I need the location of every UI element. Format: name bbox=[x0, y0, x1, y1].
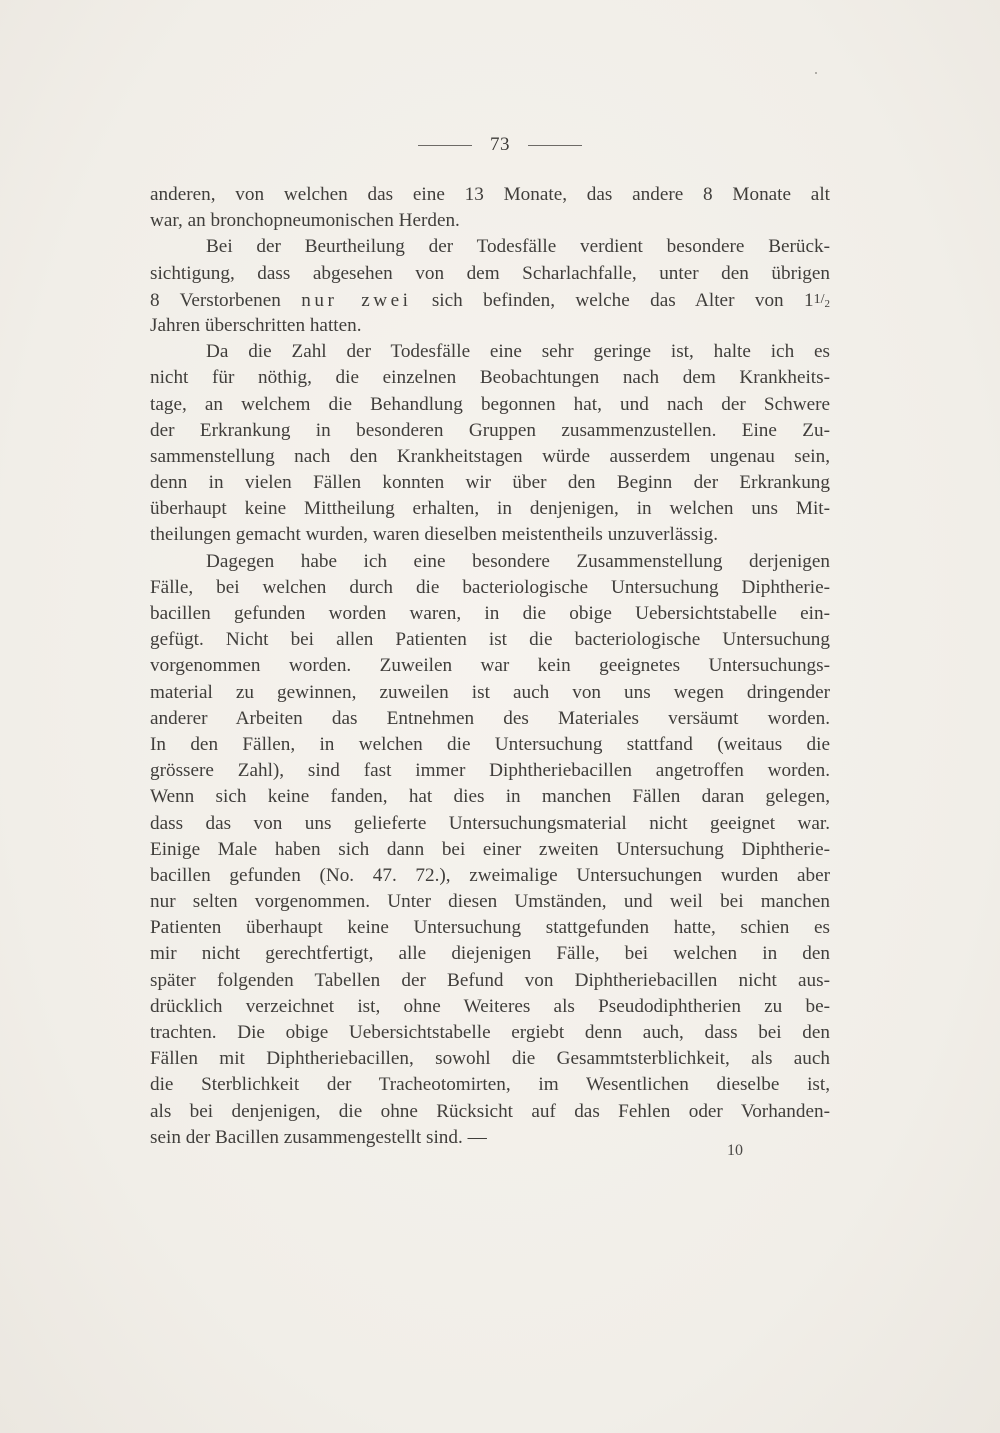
text-line: war, an bronchopneumonischen Herden. bbox=[150, 210, 460, 232]
text-line: Jahren überschritten hatten. bbox=[150, 314, 362, 336]
text-line: der Erkrankung in besonderen Gruppen zusammenzustellen. Eine Zu- bbox=[150, 419, 830, 441]
paragraph-2 bbox=[150, 234, 830, 339]
fraction-denominator: 2 bbox=[824, 297, 831, 310]
text-line: Patienten überhaupt keine Untersuchung stattgefunden hatte, schien es bbox=[150, 917, 830, 939]
emphasized-text: nur zwei bbox=[301, 289, 412, 311]
text-line: Einige Male haben sich dann bei einer zweiten Untersuchung Diphtherie- bbox=[150, 838, 830, 860]
text-line: bacillen gefunden worden waren, in die obige Uebersichtstabelle ein- bbox=[150, 603, 830, 624]
signature-mark: 10 bbox=[727, 1142, 743, 1159]
header-rule-left bbox=[418, 145, 472, 146]
text-line: anderen, von welchen das eine 13 Monate, das andere 8 Monate alt bbox=[150, 184, 830, 205]
text-line: vorgenommen worden. Zuweilen war kein geeignetes Untersuchungs- bbox=[150, 655, 830, 677]
text-line: In den Fällen, in welchen die Untersuchung stattfand (weitaus die bbox=[150, 733, 830, 755]
paragraph-3 bbox=[150, 339, 830, 549]
text-line: nur selten vorgenommen. Unter diesen Umständen, und weil bei manchen bbox=[150, 891, 830, 913]
fraction-numerator: 1 bbox=[813, 291, 821, 307]
text-line: als bei denjenigen, die ohne Rücksicht auf das Fehlen oder Vorhanden- bbox=[150, 1100, 830, 1122]
text-line: die Sterblichkeit der Tracheotomirten, im Wesentlichen dieselbe ist, bbox=[150, 1074, 830, 1096]
header-rule-right bbox=[528, 145, 582, 146]
paper-speck bbox=[815, 72, 817, 74]
text-line: dass das von uns gelieferte Untersuchungsmaterial nicht geeignet war. bbox=[150, 812, 830, 834]
text-line: Fällen mit Diphtheriebacillen, sowohl die Gesammtsterblichkeit, als auch bbox=[150, 1048, 830, 1070]
paragraph-1 bbox=[150, 182, 830, 234]
text-line: denn in vielen Fällen konnten wir über den Beginn der Erkrankung bbox=[150, 472, 830, 494]
text-line: Fälle, bei welchen durch die bacteriologische Untersuchung Diphtherie- bbox=[150, 576, 830, 598]
text-line: sammenstellung nach den Krankheitstagen würde ausserdem ungenau sein, bbox=[150, 445, 830, 467]
text-line: überhaupt keine Mittheilung erhalten, in denjenigen, in welchen uns Mit- bbox=[150, 498, 830, 520]
text-line: später folgenden Tabellen der Befund von Diphtheriebacillen nicht aus- bbox=[150, 969, 830, 991]
text-line: theilungen gemacht wurden, waren dieselben meistentheils unzuverlässig. bbox=[150, 524, 718, 546]
page-number: 73 bbox=[490, 134, 510, 155]
text-line: tage, an welchem die Behandlung begonnen hat, und nach der Schwere bbox=[150, 393, 830, 415]
fraction-one-and-a-half bbox=[804, 290, 830, 311]
text-line: drücklich verzeichnet ist, ohne Weiteres als Pseudodiphtherien zu be- bbox=[150, 995, 830, 1017]
text-line: sichtigung, dass abgesehen von dem Scharlachfalle, unter den übrigen bbox=[150, 262, 830, 284]
text-line: sein der Bacillen zusammengestellt sind. — bbox=[150, 1126, 487, 1148]
text-line: nicht für nöthig, die einzelnen Beobachtungen nach dem Krankheits- bbox=[150, 367, 830, 389]
line-segment: 8 Verstorbenen bbox=[150, 289, 281, 311]
text-line: mir nicht gerechtfertigt, alle diejenigen Fälle, bei welchen in den bbox=[150, 943, 830, 965]
body-text bbox=[150, 182, 830, 1151]
text-line-with-fraction bbox=[150, 287, 830, 313]
page-header bbox=[0, 130, 1000, 160]
text-line: grössere Zahl), sind fast immer Diphtheriebacillen angetroffen worden. bbox=[150, 760, 830, 782]
paragraph-4 bbox=[150, 549, 830, 1151]
text-line: trachten. Die obige Uebersichtstabelle ergiebt denn auch, dass bei den bbox=[150, 1022, 830, 1043]
text-line: anderer Arbeiten das Entnehmen des Materiales versäumt worden. bbox=[150, 707, 830, 729]
text-line: Bei der Beurtheilung der Todesfälle verdient besondere Berück- bbox=[206, 236, 830, 258]
line-segment: sich befinden, welche das Alter von bbox=[431, 289, 784, 311]
text-line: bacillen gefunden (No. 47. 72.), zweimalige Untersuchungen wurden aber bbox=[150, 864, 830, 886]
text-line: Wenn sich keine fanden, hat dies in manchen Fällen daran gelegen, bbox=[150, 786, 830, 808]
text-line: Dagegen habe ich eine besondere Zusammenstellung derjenigen bbox=[206, 550, 830, 572]
text-line: gefügt. Nicht bei allen Patienten ist die bacteriologische Untersuchung bbox=[150, 629, 830, 651]
fraction-part: $1/_2$ bbox=[813, 291, 831, 310]
text-line: material zu gewinnen, zuweilen ist auch von uns wegen dringender bbox=[150, 681, 830, 703]
text-line: Da die Zahl der Todesfälle eine sehr geringe ist, halte ich es bbox=[206, 341, 830, 363]
fraction-whole: 1 bbox=[804, 289, 814, 311]
